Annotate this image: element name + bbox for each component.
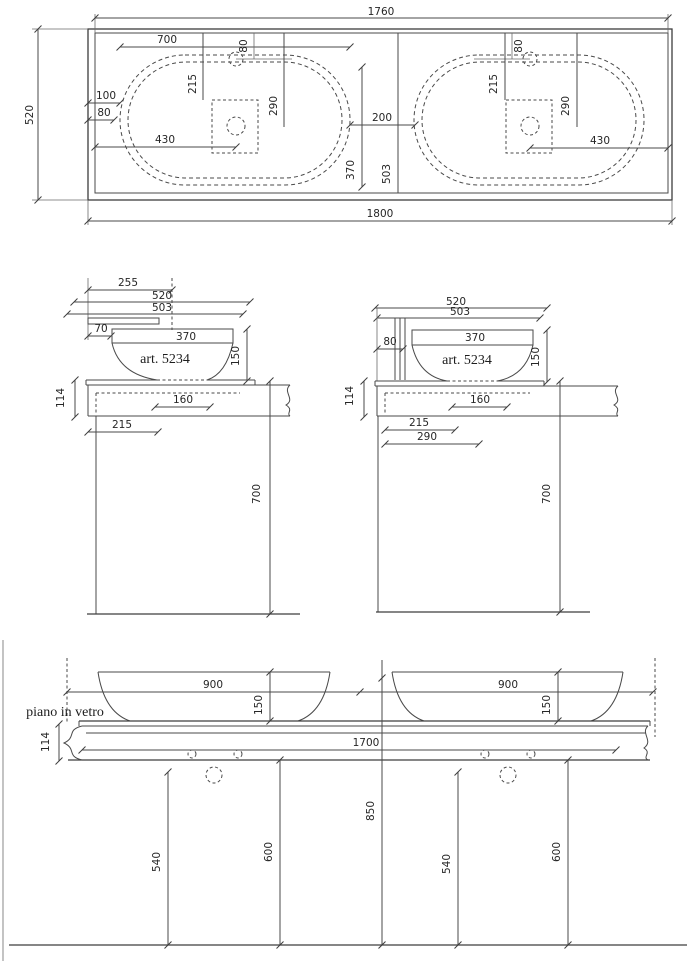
dim-215-right: [488, 33, 505, 100]
dim-503-side-left: [64, 302, 247, 318]
dim-900-left-label: 900: [202, 679, 224, 691]
dim-600-left: [263, 757, 284, 949]
dim-540-label: 540: [441, 853, 453, 875]
break-symbol: [614, 386, 618, 416]
product-code-label: art. 5234: [442, 353, 492, 368]
dim-370-label: 370: [345, 159, 357, 181]
dim-215-label: 215: [187, 73, 199, 95]
left-drain-hole: [227, 117, 245, 135]
dim-1700-label: 1700: [352, 737, 380, 749]
dim-370-label: 370: [175, 331, 197, 343]
dim-100-label: 100: [95, 90, 117, 102]
dim-900-right-label: 900: [497, 679, 519, 691]
fixing-hole: [527, 750, 535, 758]
fixing-hole: [481, 750, 489, 758]
right-drain-cutout: [506, 100, 552, 153]
dim-370-label: 370: [464, 332, 486, 344]
dim-114-label: 114: [55, 387, 67, 409]
glass-top-note: piano in vetro: [26, 705, 104, 720]
dim-80-side-right: [374, 336, 407, 353]
dim-150-label: 150: [530, 346, 542, 368]
dim-503-label: 503: [381, 163, 393, 185]
left-basin-top: [85, 33, 354, 185]
top-view: [24, 6, 676, 225]
side-view-right: [344, 296, 618, 616]
dim-215-left: [187, 33, 203, 100]
dim-700-right: [541, 378, 564, 616]
dim-1800: [85, 200, 676, 225]
dim-520-depth: [24, 26, 88, 204]
dim-700-label: 700: [251, 483, 263, 505]
left-basin-inner-edge: [128, 62, 342, 178]
drain-outlet: [500, 767, 516, 783]
dim-600-label: 600: [263, 841, 275, 863]
dim-80-faucet-label: 80: [238, 39, 250, 53]
dim-80-edge-label: 80: [97, 107, 111, 119]
dim-290-side-right: [382, 431, 483, 448]
dim-850: [365, 660, 386, 949]
dim-150-front-left: [253, 669, 274, 725]
dim-70: [85, 323, 115, 340]
dim-160-left: [152, 394, 214, 411]
dim-150-front-right: [541, 669, 562, 725]
dim-80-label: 80: [383, 336, 397, 348]
fixing-hole: [188, 750, 196, 758]
basin-rim: [112, 329, 233, 343]
dim-503-label: 503: [449, 306, 471, 318]
fixing-hole: [234, 750, 242, 758]
dim-600-right: [551, 757, 572, 949]
dim-215-label: 215: [408, 417, 430, 429]
dim-370-503: [345, 64, 393, 191]
dim-150-label: 150: [253, 694, 265, 716]
dim-200-gap: [347, 112, 419, 129]
side-view-left: [55, 277, 300, 618]
left-basin-outer-edge: [120, 55, 350, 185]
dim-540-left: [151, 769, 172, 949]
dim-1760-label: 1760: [367, 6, 395, 18]
dim-114-left: [55, 377, 79, 421]
drain-outlet: [206, 767, 222, 783]
dim-160-label: 160: [172, 394, 194, 406]
dim-700-label: 700: [156, 34, 178, 46]
dim-430-label: 430: [154, 134, 176, 146]
dim-1800-label: 1800: [366, 208, 394, 220]
dim-255-label: 255: [117, 277, 139, 289]
dim-290-right: [560, 33, 577, 127]
dim-290-label: 290: [560, 95, 572, 117]
dim-700-label: 700: [541, 483, 553, 505]
dim-80-edge: [85, 107, 118, 124]
front-view: [3, 640, 687, 961]
bowl-right-profile: [497, 345, 533, 381]
dim-150-label: 150: [541, 694, 553, 716]
dim-1700: [79, 737, 620, 754]
dim-430-label: 430: [589, 135, 611, 147]
dim-290-label: 290: [416, 431, 438, 443]
dim-540-right: [441, 769, 462, 949]
break-symbol: [286, 385, 290, 416]
right-side-basin: [412, 330, 533, 381]
dim-114-front: [40, 721, 63, 765]
dim-600-label: 600: [551, 841, 563, 863]
left-drain-cutout: [212, 100, 258, 153]
right-drain-hole: [521, 117, 539, 135]
dim-160-right: [449, 394, 511, 411]
dim-520-label: 520: [24, 104, 36, 126]
dim-540-label: 540: [151, 851, 163, 873]
dim-150-label: 150: [230, 345, 242, 367]
dim-215-label: 215: [488, 73, 500, 95]
dim-900-row: [64, 679, 657, 696]
dim-100-edge: [85, 90, 124, 107]
dim-700: [117, 34, 354, 51]
left-side-basin: [112, 329, 233, 380]
right-basin-top: [414, 33, 672, 185]
dim-430-right: [527, 135, 672, 152]
right-basin-outer-edge: [414, 55, 644, 185]
dim-430-left: [92, 134, 240, 151]
dim-520-label: 520: [445, 296, 467, 308]
dim-160-label: 160: [469, 394, 491, 406]
dim-503-label: 503: [151, 302, 173, 314]
dim-114-label: 114: [344, 385, 356, 407]
dim-80-faucet-label: 80: [513, 39, 525, 53]
dim-290-label: 290: [268, 95, 280, 117]
dim-200-label: 200: [371, 112, 393, 124]
left-molding-profile: [64, 726, 82, 760]
dim-70-label: 70: [94, 323, 108, 335]
dim-700-left: [251, 378, 274, 618]
dim-520-label: 520: [151, 290, 173, 302]
counter-front: [64, 721, 650, 783]
dim-114-right: [344, 378, 368, 421]
dim-114-label: 114: [40, 731, 52, 753]
right-basin-inner-edge: [422, 62, 636, 178]
product-code-label: art. 5234: [140, 352, 190, 367]
right-side-counter: [375, 381, 618, 416]
right-break-symbol: [644, 726, 648, 760]
dim-215-label: 215: [111, 419, 133, 431]
dim-850-label: 850: [365, 800, 377, 822]
